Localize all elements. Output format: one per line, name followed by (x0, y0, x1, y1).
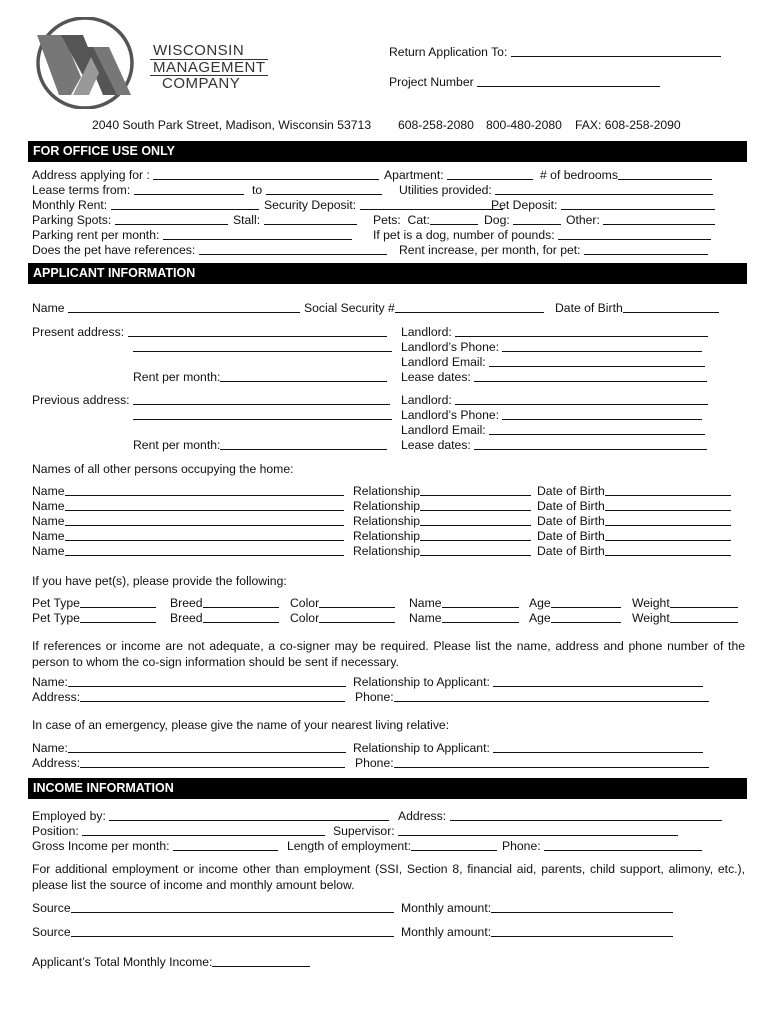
parking-rent-field[interactable]: Parking rent per month: (32, 227, 352, 243)
present-landlord-email-field[interactable]: Landlord Email: (401, 354, 705, 370)
pet-name-field[interactable]: Name (409, 595, 519, 611)
gross-income-field[interactable]: Gross Income per month: (32, 838, 278, 854)
income-amount-field[interactable]: Monthly amount: (401, 924, 673, 940)
monthly-rent-field[interactable]: Monthly Rent: (32, 197, 259, 213)
occupant-name-field[interactable]: Name (32, 513, 344, 529)
pets-dog-field[interactable]: Dog: (484, 212, 561, 228)
income-source-field[interactable]: Source (32, 924, 394, 940)
occupant-relationship-field[interactable]: Relationship (353, 498, 531, 514)
bedrooms-field[interactable]: # of bedrooms (540, 167, 712, 183)
present-lease-dates-field[interactable]: Lease dates: (401, 369, 707, 385)
lease-to-field[interactable]: to (252, 182, 382, 198)
pet-references-field[interactable]: Does the pet have references: (32, 242, 387, 258)
dog-pounds-field[interactable]: If pet is a dog, number of pounds: (373, 227, 711, 243)
security-deposit-field[interactable]: Security Deposit: (264, 197, 503, 213)
cosigner-phone-field[interactable]: Phone: (355, 689, 709, 705)
present-address-line2[interactable] (133, 339, 392, 355)
office-use-header: FOR OFFICE USE ONLY (28, 141, 747, 162)
company-fax: FAX: 608-258-2090 (575, 118, 681, 132)
occupant-name-field[interactable]: Name (32, 528, 344, 544)
pet-breed-field[interactable]: Breed (170, 610, 279, 626)
cosigner-address-field[interactable]: Address: (32, 689, 345, 705)
company-address: 2040 South Park Street, Madison, Wisconsin 53713 (92, 118, 372, 132)
present-address-field[interactable]: Present address: (32, 324, 387, 340)
occupant-dob-field[interactable]: Date of Birth (537, 498, 731, 514)
occupant-dob-field[interactable]: Date of Birth (537, 513, 731, 529)
previous-address-line2[interactable] (133, 407, 392, 423)
utilities-field[interactable]: Utilities provided: (399, 182, 713, 198)
pet-weight-field[interactable]: Weight (632, 610, 738, 626)
emergency-name-field[interactable]: Name: (32, 740, 346, 756)
income-source-field[interactable]: Source (32, 900, 394, 916)
occupant-dob-field[interactable]: Date of Birth (537, 528, 731, 544)
pet-color-field[interactable]: Color (290, 595, 395, 611)
emergency-phone-field[interactable]: Phone: (355, 755, 709, 771)
position-field[interactable]: Position: (32, 823, 325, 839)
pets-heading: If you have pet(s), please provide the following: (32, 574, 287, 588)
length-employment-field[interactable]: Length of employment: (287, 838, 497, 854)
occupant-name-field[interactable]: Name (32, 543, 344, 559)
additional-income-instructions: For additional employment or income other than employment (SSI, Section 8, financial aid, parents, child support, alimony, etc.), please list the source of income and monthly amount below. (32, 862, 745, 892)
pet-age-field[interactable]: Age (529, 595, 621, 611)
occupant-relationship-field[interactable]: Relationship (353, 483, 531, 499)
parking-spots-field[interactable]: Parking Spots: (32, 212, 228, 228)
occupant-name-field[interactable]: Name (32, 483, 344, 499)
cosigner-relationship-field[interactable]: Relationship to Applicant: (353, 674, 703, 690)
dob-field[interactable]: Date of Birth (555, 300, 719, 316)
occupant-dob-field[interactable]: Date of Birth (537, 483, 731, 499)
emergency-heading: In case of an emergency, please give the name of your nearest living relative: (32, 718, 450, 732)
present-landlord-field[interactable]: Landlord: (401, 324, 708, 340)
apartment-field[interactable]: Apartment: (384, 167, 533, 183)
occupant-relationship-field[interactable]: Relationship (353, 528, 531, 544)
logo-divider (150, 75, 268, 76)
logo-divider (150, 59, 268, 60)
pet-type-field[interactable]: Pet Type (32, 610, 156, 626)
employer-phone-field[interactable]: Phone: (502, 838, 702, 854)
present-landlord-phone-field[interactable]: Landlord’s Phone: (401, 339, 702, 355)
pet-type-field[interactable]: Pet Type (32, 595, 156, 611)
pet-color-field[interactable]: Color (290, 610, 395, 626)
address-applying-field[interactable]: Address applying for : (32, 167, 379, 183)
pet-deposit-field[interactable]: Pet Deposit: (491, 197, 715, 213)
company-phone1: 608-258-2080 (398, 118, 474, 132)
emergency-relationship-field[interactable]: Relationship to Applicant: (353, 740, 703, 756)
present-rent-field[interactable]: Rent per month: (133, 369, 387, 385)
pets-cat-field[interactable]: Pets: Cat: (373, 212, 478, 228)
occupant-name-field[interactable]: Name (32, 498, 344, 514)
occupant-dob-field[interactable]: Date of Birth (537, 543, 731, 559)
occupant-relationship-field[interactable]: Relationship (353, 513, 531, 529)
emergency-address-field[interactable]: Address: (32, 755, 345, 771)
applicant-name-field[interactable]: Name (32, 300, 300, 316)
pets-other-field[interactable]: Other: (566, 212, 715, 228)
pet-breed-field[interactable]: Breed (170, 595, 279, 611)
employer-field[interactable]: Employed by: (32, 808, 389, 824)
pet-name-field[interactable]: Name (409, 610, 519, 626)
return-application-field[interactable]: Return Application To: (389, 44, 721, 60)
company-name-line3: COMPANY (162, 75, 241, 92)
total-income-field[interactable]: Applicant’s Total Monthly Income: (32, 954, 310, 970)
previous-lease-dates-field[interactable]: Lease dates: (401, 437, 707, 453)
company-phone2: 800-480-2080 (486, 118, 562, 132)
income-info-header: INCOME INFORMATION (28, 778, 747, 799)
company-name-line1: WISCONSIN (153, 42, 245, 59)
employer-address-field[interactable]: Address: (398, 808, 722, 824)
income-amount-field[interactable]: Monthly amount: (401, 900, 673, 916)
pet-weight-field[interactable]: Weight (632, 595, 738, 611)
supervisor-field[interactable]: Supervisor: (333, 823, 678, 839)
other-occupants-heading: Names of all other persons occupying the home: (32, 462, 294, 476)
cosigner-name-field[interactable]: Name: (32, 674, 346, 690)
project-number-field[interactable]: Project Number (389, 74, 660, 90)
occupant-relationship-field[interactable]: Relationship (353, 543, 531, 559)
previous-landlord-phone-field[interactable]: Landlord’s Phone: (401, 407, 702, 423)
previous-rent-field[interactable]: Rent per month: (133, 437, 387, 453)
company-name-line2: MANAGEMENT (153, 59, 266, 76)
rent-increase-field[interactable]: Rent increase, per month, for pet: (399, 242, 708, 258)
ssn-field[interactable]: Social Security # (304, 300, 544, 316)
previous-landlord-field[interactable]: Landlord: (401, 392, 708, 408)
stall-field[interactable]: Stall: (233, 212, 357, 228)
pet-age-field[interactable]: Age (529, 610, 621, 626)
lease-from-field[interactable]: Lease terms from: (32, 182, 244, 198)
previous-address-field[interactable]: Previous address: (32, 392, 390, 408)
previous-landlord-email-field[interactable]: Landlord Email: (401, 422, 705, 438)
cosigner-instructions: If references or income are not adequate, a co-signer may be required. Please list the name, address and phone number of the person to whom the co-sign information should be sent if necessary. (32, 639, 745, 669)
applicant-info-header: APPLICANT INFORMATION (28, 263, 747, 284)
